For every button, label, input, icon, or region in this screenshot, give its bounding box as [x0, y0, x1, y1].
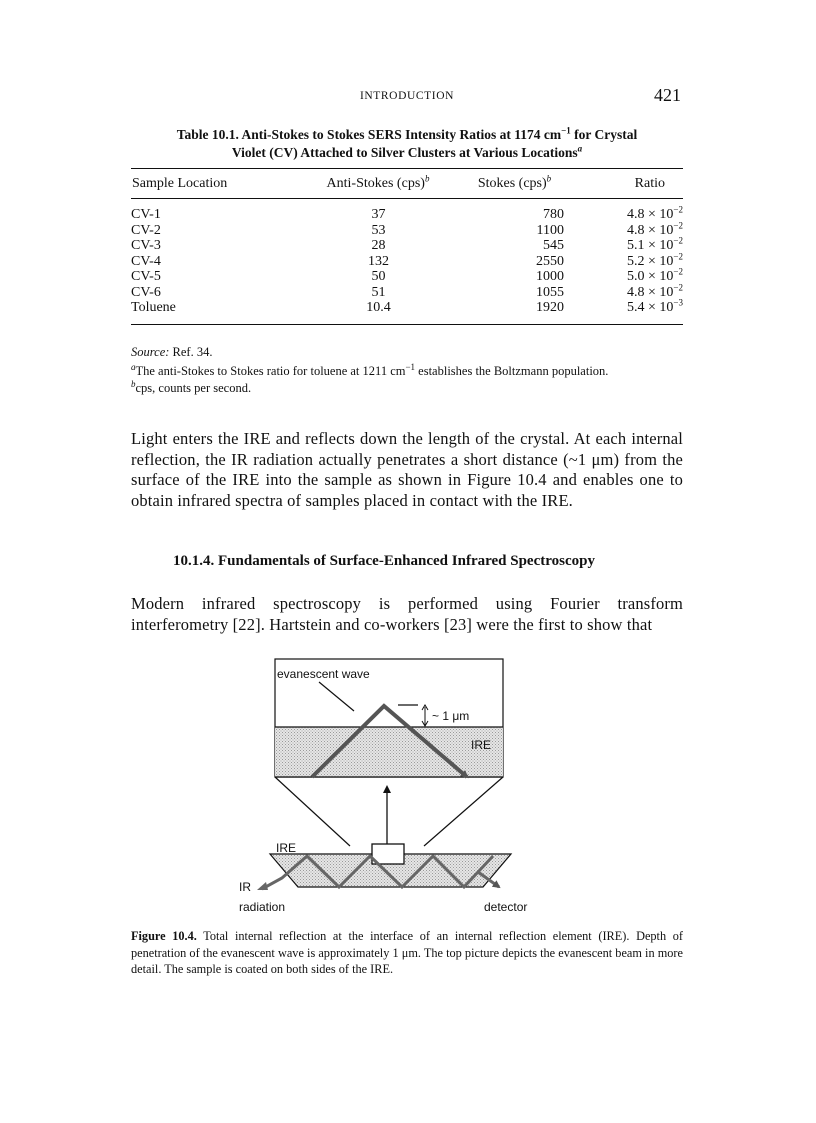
cell-stokes: 1100: [536, 222, 564, 238]
cell-anti-stokes: 132: [368, 253, 389, 269]
cell-location: CV-3: [131, 238, 161, 253]
cell-stokes: 1000: [536, 269, 564, 284]
label-evanescent-wave: evanescent wave: [277, 667, 370, 681]
cell-location: CV-6: [131, 284, 161, 300]
label-ire-bottom: IRE: [276, 841, 297, 855]
column-header-stokes: Stokes (cps)$^b$: [444, 169, 584, 199]
cell-stokes: 780: [543, 207, 564, 222]
cell-location: CV-4: [131, 253, 161, 269]
table-caption-line-1: Table 10.1. Anti-Stokes to Stokes SERS Intensity Ratios at 1174 $cm^{-1}$ for Crystal: [176, 125, 638, 142]
ire-diagram: [239, 654, 552, 918]
table-caption: [131, 126, 683, 162]
label-radiation: radiation: [239, 900, 286, 914]
cell-ratio: $5.1 \times 10^{-2}$: [627, 235, 683, 253]
column-header-location: Sample Location: [131, 169, 283, 199]
column-header-anti-stokes: Anti-Stokes (cps)$^b$: [283, 169, 444, 199]
table-row: [131, 300, 683, 324]
table-caption-line-2: Violet (CV) Attached to Silver Clusters at Various Locations$^a$: [231, 143, 583, 160]
table-row: [131, 199, 683, 223]
body-paragraph-1: Light enters the IRE and reflects down the length of the crystal. At each internal reflection, the IR radiation actually penetrates a short distance (~1 μm) from the surface of the IRE into the sample as shown in Figure 10.4 and enables one to obtain infrared spectra of samples placed in contact with the IRE.: [131, 429, 683, 510]
cell-ratio: $4.8 \times 10^{-2}$: [627, 204, 683, 222]
table-row: [131, 223, 683, 239]
cell-ratio: $5.4 \times 10^{-3}$: [627, 297, 683, 315]
label-ir: IR: [239, 880, 251, 894]
incoming-beam-arrowhead: [257, 882, 268, 890]
cell-location: CV-1: [131, 207, 161, 222]
label-depth: ~ 1 μm: [432, 709, 470, 723]
table-row: [131, 269, 683, 285]
table-row: [131, 285, 683, 301]
cell-stokes: 2550: [536, 253, 564, 269]
figure-10-4: [239, 654, 552, 918]
table-row: [131, 238, 683, 254]
cell-ratio: $5.0 \times 10^{-2}$: [627, 266, 683, 284]
cell-stokes: 545: [543, 238, 564, 253]
cell-anti-stokes: 10.4: [366, 300, 391, 315]
figure-caption: Figure 10.4. Total internal reflection at the interface of an internal reflection element (IRE). Depth of penetration of the evanescent wave is approximately 1 μm. The top picture depicts the evanescent beam in more detail. The sample is coated on both sides of the IRE.: [131, 929, 683, 976]
table-footnote-a: $^a$The anti-Stokes to Stokes ratio for toluene at 1211 $cm^{-1}$ establishes the Boltzmann population.: [131, 361, 609, 378]
section-heading: 10.1.4. Fundamentals of Surface-Enhanced Infrared Spectroscopy: [173, 553, 595, 569]
cell-ratio: $5.2 \times 10^{-2}$: [627, 250, 683, 269]
cell-anti-stokes: 51: [371, 284, 386, 300]
cell-location: Toluene: [131, 300, 176, 315]
cell-anti-stokes: 50: [371, 269, 386, 284]
cell-stokes: 1055: [536, 284, 564, 300]
cell-location: CV-2: [131, 222, 161, 238]
cell-location: CV-5: [131, 269, 161, 284]
table-row: [131, 254, 683, 270]
cell-anti-stokes: 53: [371, 222, 386, 238]
cell-ratio: $4.8 \times 10^{-2}$: [627, 281, 683, 300]
label-detector: detector: [484, 900, 528, 914]
page-number: 421: [654, 85, 681, 105]
zoom-connector-left: [275, 777, 350, 846]
table-source-note: Source: Ref. 34.: [131, 345, 213, 359]
document-page: [131, 0, 683, 1123]
cell-anti-stokes: 28: [371, 238, 386, 253]
ire-crystal-magnified: [275, 727, 503, 777]
cell-stokes: 1920: [536, 300, 564, 315]
column-header-ratio: Ratio: [584, 169, 683, 199]
table-footnote-b: $^b$cps, counts per second.: [131, 378, 252, 395]
table-header-row: [131, 169, 683, 199]
body-paragraph-2: Modern infrared spectroscopy is performed using Fourier transform interferometry [22]. Hartstein and co-workers [23] were the first to show that: [131, 594, 683, 634]
data-table: [131, 168, 683, 325]
zoom-connector-right: [424, 777, 503, 846]
running-header: [131, 87, 683, 107]
cell-anti-stokes: 37: [371, 207, 386, 222]
running-title: INTRODUCTION: [359, 90, 455, 102]
label-ire-top: IRE: [471, 738, 492, 752]
cell-ratio: $4.8 \times 10^{-2}$: [627, 219, 683, 238]
